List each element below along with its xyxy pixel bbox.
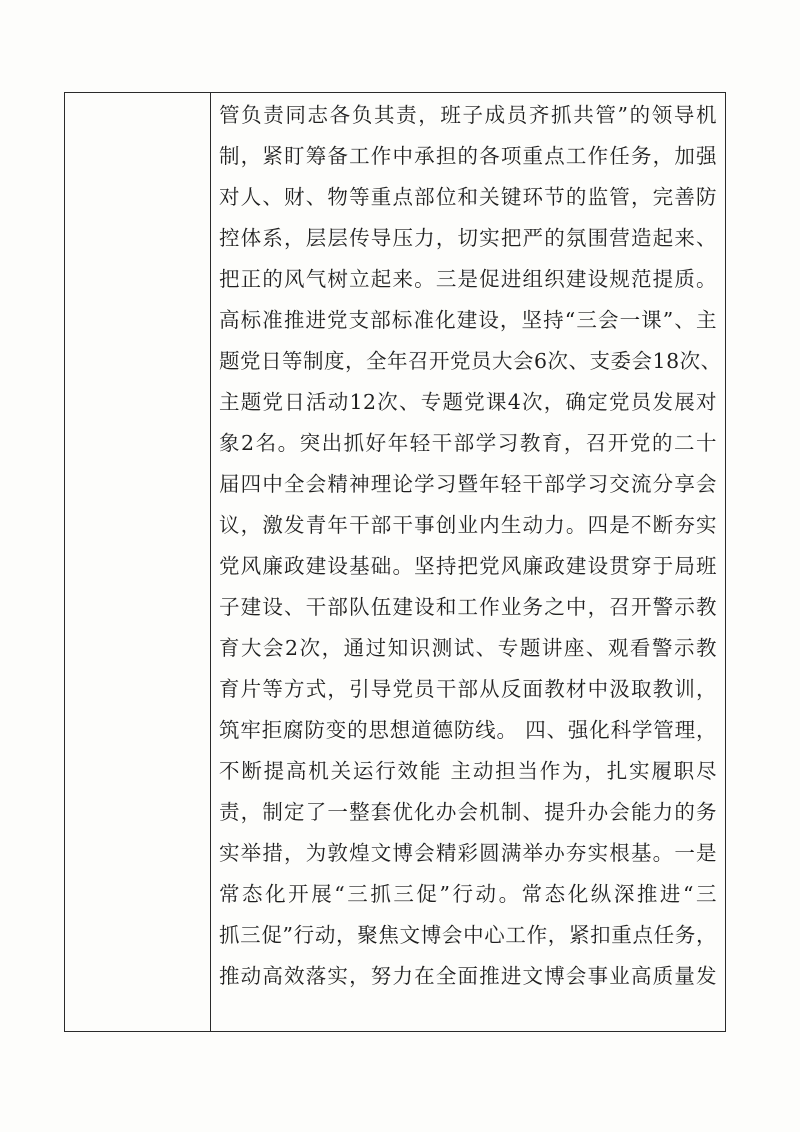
- text-line: 筑牢拒腐防变的思想道德防线。 四、强化科学管理，: [219, 718, 717, 742]
- text-line: 象2名。突出抓好年轻干部学习教育，召开党的二十: [219, 431, 717, 455]
- text-line: 不断提高机关运行效能 主动担当作为，扎实履职尽: [219, 759, 717, 783]
- text-line: 管负责同志各负其责，班子成员齐抓共管”的领导机: [219, 103, 717, 127]
- text-line: 高标准推进党支部标准化建设，坚持“三会一课”、主: [219, 308, 717, 332]
- text-line: 常态化开展“三抓三促”行动。常态化纵深推进“三: [219, 882, 717, 906]
- text-line: 届四中全会精神理论学习暨年轻干部学习交流分享会: [219, 472, 717, 496]
- text-line: 控体系，层层传导压力，切实把严的氛围营造起来、: [219, 226, 717, 250]
- text-line: 制，紧盯筹备工作中承担的各项重点工作任务，加强: [219, 144, 717, 168]
- text-line: 育大会2次，通过知识测试、专题讲座、观看警示教: [219, 636, 717, 660]
- form-table: [64, 92, 726, 1032]
- text-line: 议，激发青年干部干事创业内生动力。四是不断夯实: [219, 513, 717, 537]
- text-line: 育片等方式，引导党员干部从反面教材中汲取教训，: [219, 677, 717, 701]
- text-line: 责，制定了一整套优化办会机制、提升办会能力的务: [219, 800, 717, 824]
- table-label-column: [65, 93, 211, 1031]
- text-line: 推动高效落实，努力在全面推进文博会事业高质量发: [219, 964, 717, 988]
- text-line: 主题党日活动12次、专题党课4次，确定党员发展对: [219, 390, 717, 414]
- text-line: 子建设、干部队伍建设和工作业务之中，召开警示教: [219, 595, 717, 619]
- text-line: 把正的风气树立起来。三是促进组织建设规范提质。: [219, 267, 717, 291]
- text-line: 对人、财、物等重点部位和关键环节的监管，完善防: [219, 185, 717, 209]
- text-line: 实举措，为敦煌文博会精彩圆满举办夯实根基。一是: [219, 841, 717, 865]
- text-line: 党风廉政建设基础。坚持把党风廉政建设贯穿于局班: [219, 554, 717, 578]
- table-content-column: [211, 93, 725, 1031]
- text-line: 抓三促”行动，聚焦文博会中心工作，紧扣重点任务，: [219, 923, 717, 947]
- body-text: [211, 95, 725, 997]
- text-line: 题党日等制度，全年召开党员大会6次、支委会18次、: [219, 349, 722, 373]
